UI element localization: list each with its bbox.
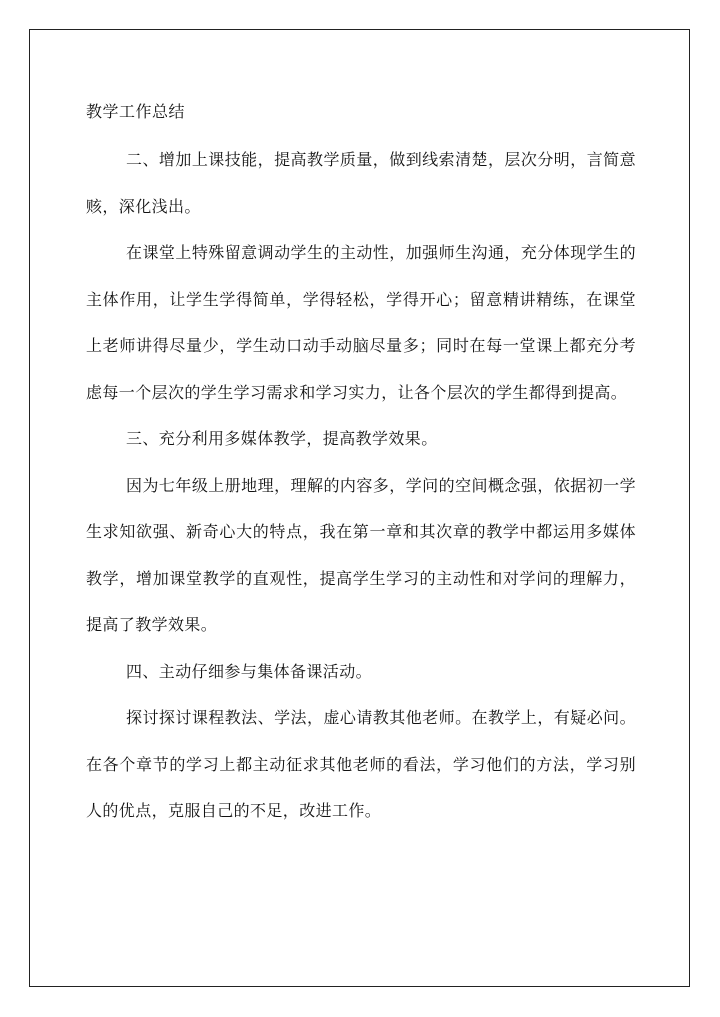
document-body: [86, 96, 636, 835]
paragraph-multimedia-teaching: 因为七年级上册地理，理解的内容多，学问的空间概念强，依据初一学生求知欲强、新奇心大的特点，我在第一章和其次章的教学中都运用多媒体教学，增加课堂教学的直观性，提高学生学习的主动性和对学问的理解力，提高了教学效果。: [86, 475, 636, 634]
paragraph-section-four-heading: 四、主动仔细参与集体备课活动。: [126, 661, 373, 681]
paragraph-collective-lesson-prep: 探讨探讨课程教法、学法，虚心请教其他老师。在教学上，有疑必问。在各个章节的学习上都主动征求其他老师的看法，学习他们的方法，学习别人的优点，克服自己的不足，改进工作。: [86, 708, 636, 820]
paragraph-section-three-heading: 三、充分利用多媒体教学，提高教学效果。: [126, 429, 438, 448]
paragraph-classroom-engagement: 在课堂上特殊留意调动学生的主动性，加强师生沟通，充分体现学生的主体作用，让学生学得简单，学得轻松，学得开心；留意精讲精练，在课堂上老师讲得尽量少，学生动口动手动脑尽量多；同时在每一堂课上都充分考虑每一个层次的学生学习需求和学习实力，让各个层次的学生都得到提高。: [86, 243, 636, 402]
paragraph-section-two-heading: 二、增加上课技能，提高教学质量，做到线索清楚，层次分明，言简意赅，深化浅出。: [86, 150, 636, 216]
document-title: 教学工作总结: [86, 102, 186, 121]
